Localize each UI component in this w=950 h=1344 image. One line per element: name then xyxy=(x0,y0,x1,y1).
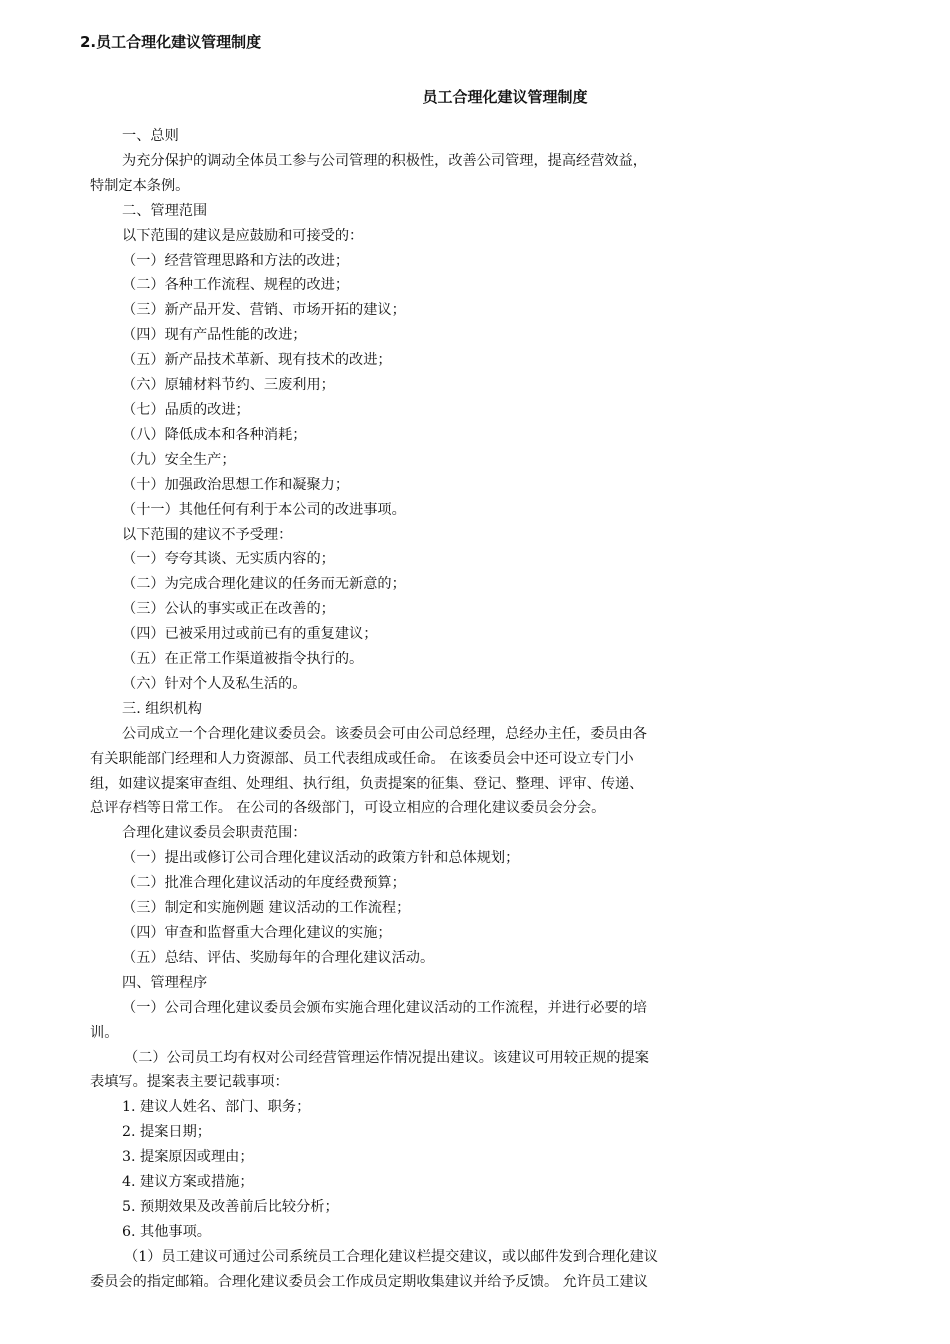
paragraph-line: 委员会的指定邮箱。合理化建议委员会工作成员定期收集建议并给予反馈。 允许员工建议 xyxy=(90,1273,648,1290)
paragraph-line: 6. 其他事项。 xyxy=(122,1223,211,1240)
section-heading: 2.员工合理化建议管理制度 xyxy=(80,33,262,51)
paragraph-line: 有关职能部门经理和人力资源部、员工代表组成或任命。 在该委员会中还可设立专门小 xyxy=(90,750,634,767)
paragraph-line: （四）审查和监督重大合理化建议的实施； xyxy=(122,925,392,941)
paragraph-line: 2. 提案日期； xyxy=(122,1124,211,1141)
paragraph-line: 四、管理程序 xyxy=(122,974,208,991)
paragraph-line: 总评存档等日常工作。 在公司的各级部门，可设立相应的合理化建议委员会分会。 xyxy=(90,800,606,817)
paragraph-line: 4. 建议方案或措施； xyxy=(122,1174,254,1191)
paragraph-line: （三）制定和实施例题 建议活动的工作流程； xyxy=(122,900,411,917)
paragraph-line: 公司成立一个合理化建议委员会。该委员会可由公司总经理，总经办主任，委员由各 xyxy=(122,725,647,742)
paragraph-line: 表填写。提案表主要记载事项： xyxy=(90,1074,289,1091)
paragraph-line: （二）各种工作流程、规程的改进； xyxy=(122,277,350,294)
paragraph-line: （五）新产品技术革新、现有技术的改进； xyxy=(122,352,392,369)
paragraph-line: （一）公司合理化建议委员会颁布实施合理化建议活动的工作流程，并进行必要的培 xyxy=(122,999,647,1016)
document-body xyxy=(90,124,755,1295)
paragraph-line: （三）公认的事实或正在改善的； xyxy=(122,601,335,618)
paragraph-line: 为充分保护的调动全体员工参与公司管理的积极性，改善公司管理，提高经营效益， xyxy=(122,152,647,169)
paragraph-line: 3. 提案原因或理由； xyxy=(122,1149,254,1166)
paragraph-line: 一、总则 xyxy=(122,128,179,144)
paragraph-line: （五）总结、评估、奖励每年的合理化建议活动。 xyxy=(122,949,435,966)
paragraph-line: （一）夸夸其谈、无实质内容的； xyxy=(122,551,335,568)
paragraph-line: （四）已被采用过或前已有的重复建议； xyxy=(122,626,378,643)
paragraph-line: （一）提出或修订公司合理化建议活动的政策方针和总体规划； xyxy=(122,850,520,867)
paragraph-line: 合理化建议委员会职责范围： xyxy=(122,825,307,842)
paragraph-line: 特制定本条例。 xyxy=(90,177,190,194)
paragraph-line: （八）降低成本和各种消耗； xyxy=(122,426,307,443)
paragraph-line: （三）新产品开发、营销、市场开拓的建议； xyxy=(122,302,406,319)
paragraph-line: （五）在正常工作渠道被指令执行的。 xyxy=(122,651,364,668)
paragraph-line: （六）原辅材料节约、三废利用； xyxy=(122,377,335,394)
paragraph-line: （一）经营管理思路和方法的改进； xyxy=(122,252,350,269)
paragraph-line: （十一）其他任何有利于本公司的改进事项。 xyxy=(122,501,406,518)
paragraph-line: （二）为完成合理化建议的任务而无新意的； xyxy=(122,576,406,593)
paragraph-line: （十）加强政治思想工作和凝聚力； xyxy=(122,476,350,493)
paragraph-line: 组，如建议提案审查组、处理组、执行组，负责提案的征集、登记、整理、评审、传递、 xyxy=(90,775,644,792)
paragraph-line: 以下范围的建议是应鼓励和可接受的： xyxy=(122,227,364,244)
paragraph-line: （二）公司员工均有权对公司经营管理运作情况提出建议。该建议可用较正规的提案 xyxy=(124,1049,649,1066)
paragraph-line: （九）安全生产； xyxy=(122,451,236,468)
paragraph-line: 5. 预期效果及改善前后比较分析； xyxy=(122,1198,339,1215)
paragraph-line: （1）员工建议可通过公司系统员工合理化建议栏提交建议，或以邮件发到合理化建议 xyxy=(124,1248,658,1265)
paragraph-line: 三. 组织机构 xyxy=(122,700,202,717)
paragraph-line: （七）品质的改进； xyxy=(122,401,250,418)
paragraph-line: （四）现有产品性能的改进； xyxy=(122,327,307,344)
paragraph-line: 训。 xyxy=(90,1024,119,1041)
paragraph-line: （二）批准合理化建议活动的年度经费预算； xyxy=(122,875,406,892)
paragraph-line: 二、管理范围 xyxy=(122,202,208,219)
document-title: 员工合理化建议管理制度 xyxy=(422,88,588,106)
paragraph-line: 以下范围的建议不予受理： xyxy=(122,526,293,543)
paragraph-line: 1. 建议人姓名、部门、职务； xyxy=(122,1099,311,1116)
paragraph-line: （六）针对个人及私生活的。 xyxy=(122,675,307,692)
